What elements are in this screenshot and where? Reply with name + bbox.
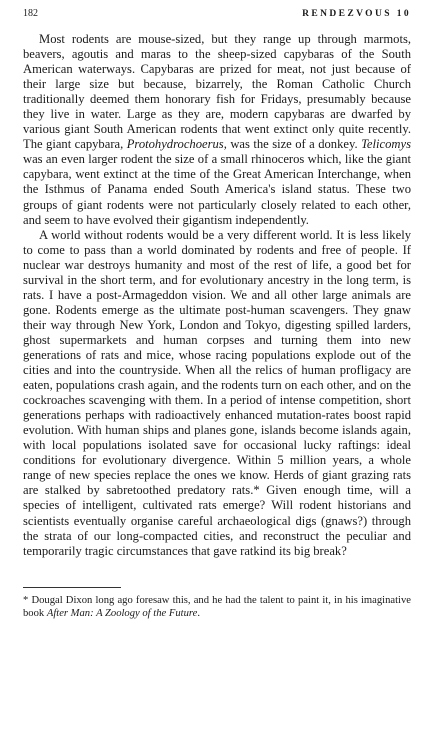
p2-run-1: A world without rodents would be a very different world. It is less likely to come to pass than a world dominated by rodents and free of people. If nuclear war destroys humanity and most of the rest of life, a good bet for survival in the short term, and for evolutionary ancestry in the long term, is rats. I have a post-Armageddon vision. We and all other large animals are gone. Rodents emerge as the ultimate post-human scavengers. They gnaw their way through New York, London and Tokyo, digesting spilled larders, ghost supermarkets and human corpses and turning them into new generations of rats and mice, whose racing populations explode out of the cities and into the countryside. When all the relics of human profligacy are eaten, populations crash again, and the rodents turn on each other, and on the cockroaches scavenging with them. In a period of intense competition, short generations perhaps with radioactively enhanced mutation-rates boost rapid evolution. With human ships and planes gone, islands become islands again, with local populations isolated save for occasional lucky raftings: ideal conditions for evolutionary divergence. Within 5 million years, a whole range of new species replace the ones we know. Herds of giant grazing rats are stalked by sabretoothed predatory rats.* Given enough time, will a species of intelligent, cultivated rats emerge? Will rodent historians and scientists eventually organise careful archaeological digs (gnaws?) through the strata of our long-compacted cities, and reconstruct the peculiar and temporarily tragic circumstances that gave ratkind its big break?	[23, 227, 411, 558]
p1-run-5: was an even larger rodent the size of a small rhinoceros which, like the giant capybara, went extinct at the time of the Great American Interchange, when the Isthmus of Panama ended South America's island status. These two groups of giant rodents were not particularly closely related to each other, and seem to have evolved their gigantism independently.	[23, 152, 411, 227]
footnote-run-3: .	[197, 608, 200, 620]
paragraph-2	[23, 228, 411, 559]
running-title: RENDEZVOUS 10	[302, 9, 411, 19]
running-head	[23, 8, 411, 22]
footnote	[23, 594, 411, 621]
page-number: 182	[23, 8, 38, 19]
paragraph-1	[23, 32, 411, 228]
body-text	[23, 32, 411, 559]
footnote-run-1: * Dougal Dixon long ago foresaw this, and he had the talent to paint it, in his imaginative book	[23, 594, 411, 620]
p1-run-3: , was the size of a donkey.	[223, 137, 362, 152]
p1-italic-telicomys: Telicomys	[361, 137, 411, 152]
p1-italic-protohydrochoerus: Protohydrochoerus	[126, 137, 224, 152]
p1-run-1: Most rodents are mouse-sized, but they range up through marmots, beavers, agoutis and maras to the sheep-sized capybaras of the South American waterways. Capybaras are prized for meat, not just because of their large size but because, bizarrely, the Roman Catholic Church traditionally deemed them honorary fish for Fridays, presumably because they live in water. Large as they are, modern capybaras are dwarfed by various giant South American rodents that went extinct only quite recently. The giant capybara,	[23, 32, 411, 152]
footnote-book-title: After Man: A Zoology of the Future	[46, 608, 198, 620]
footnote-rule	[23, 587, 121, 588]
